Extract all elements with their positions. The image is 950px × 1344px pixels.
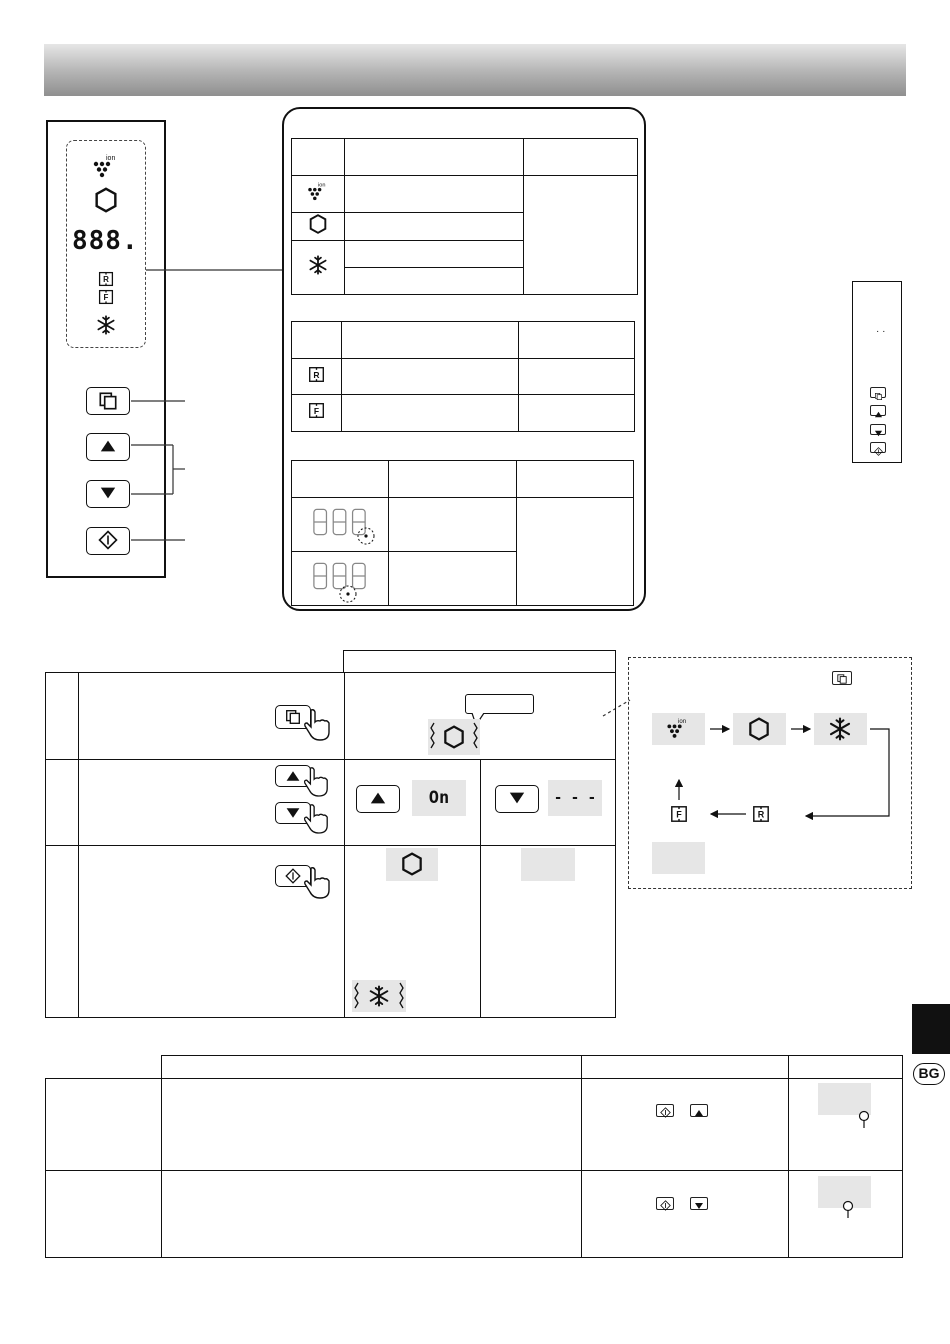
combo-start-key-1 <box>656 1104 674 1117</box>
combo-up-key <box>690 1104 708 1117</box>
pin-marker-icon <box>841 1200 855 1220</box>
on-display: On <box>412 780 466 816</box>
combo-down-key <box>690 1197 708 1210</box>
down-triangle-icon <box>694 1201 704 1211</box>
special-function-table <box>45 1055 903 1258</box>
language-badge: BG <box>913 1063 945 1085</box>
lcd-digits: 888. <box>72 226 139 256</box>
start-button-icon <box>660 1200 671 1211</box>
pin-marker-icon <box>857 1110 871 1130</box>
off-display: - - - <box>548 780 602 816</box>
start-button-icon <box>660 1107 671 1118</box>
side-legend-marks: · · <box>876 326 886 337</box>
combo-start-key-2 <box>656 1197 674 1210</box>
up-triangle-icon <box>694 1108 704 1118</box>
section-tab <box>912 1004 950 1054</box>
